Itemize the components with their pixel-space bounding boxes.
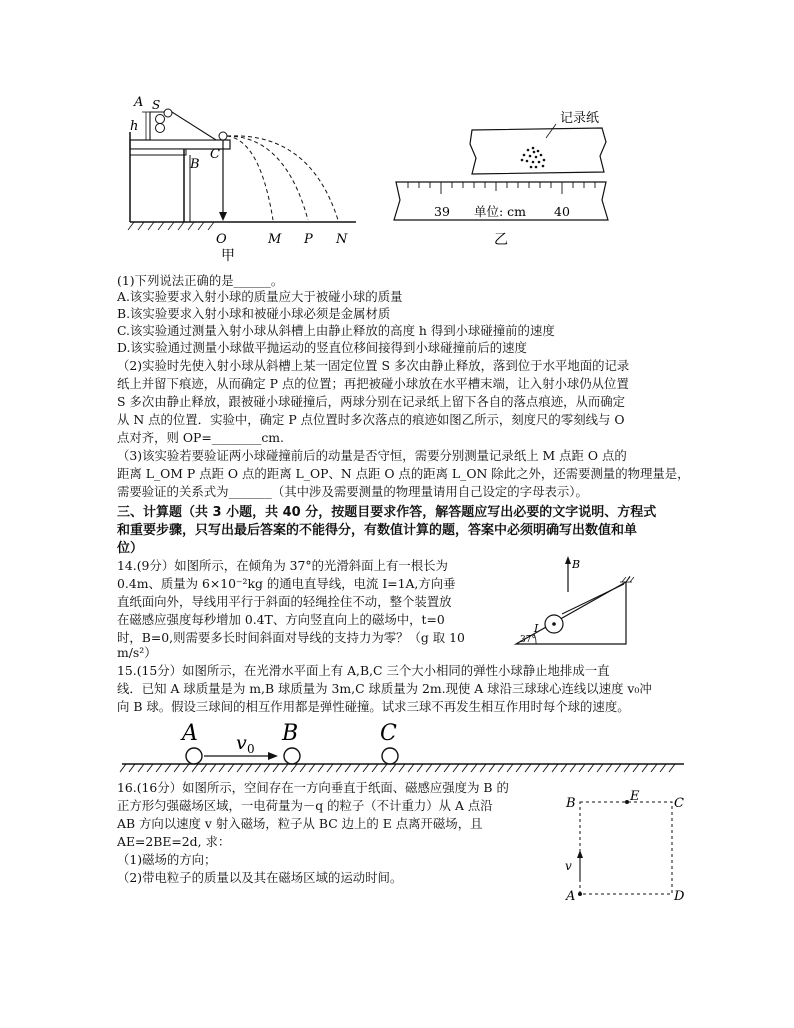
ground-hatch (210, 764, 216, 772)
ground-hatch (228, 764, 234, 772)
q13-part3-line: 需要验证的关系式为_______（其中涉及需要测量的物理量请用自己设定的字母表示）。 (117, 484, 588, 499)
q15-v-label: v (236, 732, 247, 754)
ground-hatch (309, 764, 315, 772)
caption-yi: 乙 (494, 232, 508, 248)
label-N: N (336, 232, 348, 247)
ground-hatch (579, 764, 585, 772)
q13-option-d: D.该实验通过测量小球做平抛运动的竖直位移间接得到小球碰撞前后的速度 (117, 340, 527, 355)
ground-hatch (120, 764, 126, 772)
q15-line: 向 B 球。假设三球间的相互作用都是弹性碰撞。试求三球不再发生相互作用时每个球的速度。 (117, 699, 630, 714)
figure-q14-incline (508, 552, 638, 652)
ground-hatch (318, 764, 324, 772)
ground-hatch (201, 764, 207, 772)
ground-hatch (534, 764, 540, 772)
q16-line: AB 方向以速度 v 射入磁场，粒子从 BC 边上的 E 点离开磁场，且 (117, 816, 483, 831)
ground-hatch (498, 764, 504, 772)
label-A: A (134, 95, 144, 110)
label-M: M (268, 232, 282, 247)
ground-hatch (516, 764, 522, 772)
ground-hatch (561, 764, 567, 772)
q13-part2-line: 纸上并留下痕迹，从而确定 P 点的位置；再把被碰小球放在水平槽末端，让入射小球仍从位置 (117, 376, 629, 391)
caption-jia: 甲 (221, 248, 235, 262)
ground-hatch (219, 764, 225, 772)
ground-hatch (165, 764, 171, 772)
label-h: h (130, 119, 139, 134)
ground-hatch (174, 764, 180, 772)
q13-part2-line: S 多次由静止释放，跟被碰小球碰撞后，两球分别在记录纸上留下各自的落点痕迹，从而确定 (117, 394, 626, 409)
ground-hatch (588, 764, 594, 772)
ground-hatch (417, 764, 423, 772)
ground-hatch (669, 764, 675, 772)
ground-hatch (660, 764, 666, 772)
ground-hatch (363, 764, 369, 772)
ground-hatch (255, 764, 261, 772)
ground-hatch (129, 764, 135, 772)
q14-I-label: I (534, 622, 539, 635)
ground-hatch (282, 764, 288, 772)
label-B: B (190, 157, 200, 172)
section3-heading-line: 位） (117, 541, 144, 556)
q13-part3-line: 距离 L_OM P 点距 O 点的距离 L_OP、N 点距 O 点的距离 L_ON 除此之外，还需要测量的物理量是， (117, 466, 690, 481)
q14-line: 0.4m、质量为 6×10⁻²kg 的通电直导线，电流 I=1A,方向垂 (117, 576, 456, 591)
ground-hatch (597, 764, 603, 772)
q14-line: 14.(9分）如图所示，在倾角为 37°的光滑斜面上有一根长为 (117, 558, 448, 573)
record-paper-label: 记录纸 (560, 111, 600, 126)
q14-line: m/s²） (117, 645, 157, 660)
q14-B-label: B (572, 558, 581, 571)
figure-q16-square (560, 786, 690, 910)
ground-hatch (606, 764, 612, 772)
ground-hatch (642, 764, 648, 772)
ground-hatch (399, 764, 405, 772)
ground-hatch (444, 764, 450, 772)
ground-hatch (480, 764, 486, 772)
q13-option-a: A.该实验要求入射小球的质量应大于被碰小球的质量 (117, 289, 403, 304)
ground-hatch (327, 764, 333, 772)
tick-39: 39 (434, 204, 450, 219)
q15-line: 线．已知 A 球质量是为 m,B 球质量为 3m,C 球质量为 2m.现使 A 球沿三球球心连线以速度 v₀冲 (117, 681, 652, 696)
q14-line: 直纸面向外，导线用平行于斜面的轻绳拴住不动，整个装置放 (117, 594, 452, 609)
q16-E-label: E (630, 789, 640, 804)
label-C: C (210, 147, 220, 162)
tick-40: 40 (554, 204, 570, 219)
ground-hatch (246, 764, 252, 772)
ground-hatch (543, 764, 549, 772)
ground-hatch (291, 764, 297, 772)
q13-part2-line: 点对齐，则 OP=________cm. (117, 430, 284, 445)
ground-hatch (426, 764, 432, 772)
ground-hatch (273, 764, 279, 772)
q16-line: AE=2BE=2d, 求： (117, 834, 231, 849)
ground-hatch (345, 764, 351, 772)
q15-line: 15.(15分）如图所示，在光滑水平面上有 A,B,C 三个大小相同的弹性小球静止地排成一直 (117, 663, 610, 678)
ground-hatch (462, 764, 468, 772)
q13-part1-stem: (1)下列说法正确的是______。 (117, 273, 284, 288)
q13-part2-line: 从 N 点的位置．实验中，确定 P 点位置时多次落点的痕迹如图乙所示，刻度尺的零刻线与 O (117, 412, 625, 427)
section3-heading-line: 和重要步骤，只写出最后答案的不能得分，有数值计算的题，答案中必须明确写出数值和单 (117, 523, 638, 538)
ground-hatch (615, 764, 621, 772)
ground-hatch (156, 764, 162, 772)
ground-hatch (525, 764, 531, 772)
label-S: S (152, 98, 161, 112)
label-P: P (304, 232, 313, 247)
q16-line: （2)带电粒子的质量以及其在磁场区域的运动时间。 (117, 870, 403, 885)
ground-hatch (507, 764, 513, 772)
q14-line: 时，B=0,则需要多长时间斜面对导线的支持力为零？（g 取 10 (117, 630, 465, 645)
ground-hatch (633, 764, 639, 772)
q14-angle-label: 37° (520, 635, 536, 645)
q13-option-b: B.该实验要求入射小球和被碰小球必须是金属材质 (117, 306, 391, 321)
figure-q15-balls (118, 716, 688, 778)
ground-hatch (183, 764, 189, 772)
q13-option-c: C.该实验通过测量入射小球从斜槽上由静止释放的高度 h 得到小球碰撞前的速度 (117, 323, 555, 338)
q16-C-label: C (674, 796, 684, 811)
ground-hatch (300, 764, 306, 772)
ground-hatch (192, 764, 198, 772)
q16-line: 16.(16分）如图所示，空间存在一方向垂直于纸面、磁感应强度为 B 的 (117, 780, 509, 795)
ground-hatch (651, 764, 657, 772)
q13-part2-line: （2)实验时先使入射小球从斜槽上某一固定位置 S 多次由静止释放，落到位于水平地面的记录 (117, 358, 630, 373)
ground-hatch (435, 764, 441, 772)
ground-hatch (264, 764, 270, 772)
q16-line: 正方形匀强磁场区域，一电荷量为－q 的粒子（不计重力）从 A 点沿 (117, 798, 493, 813)
ground-hatch (147, 764, 153, 772)
ground-hatch (390, 764, 396, 772)
ground-hatch (237, 764, 243, 772)
q15-B-label: B (282, 721, 299, 746)
q16-D-label: D (674, 889, 685, 904)
figure-yi (388, 100, 614, 250)
q13-part3-line: （3)该实验若要验证两小球碰撞前后的动量是否守恒，需要分别测量记录纸上 M 点距 O 点的 (117, 448, 627, 463)
label-O: O (216, 232, 227, 247)
ground-hatch (552, 764, 558, 772)
section3-heading-line: 三、计算题（共 3 小题，共 40 分，按题目要求作答，解答题应写出必要的文字说明、方程式 (117, 505, 657, 520)
q16-B-label: B (566, 796, 576, 811)
ruler-unit: 单位: cm (474, 204, 527, 219)
ground-hatch (138, 764, 144, 772)
q16-line: （1)磁场的方向； (117, 852, 217, 867)
ground-hatch (381, 764, 387, 772)
ground-hatch (354, 764, 360, 772)
ground-hatch (624, 764, 630, 772)
ground-hatch (408, 764, 414, 772)
figure-jia (120, 92, 360, 262)
ground-hatch (453, 764, 459, 772)
ground-hatch (489, 764, 495, 772)
ground-hatch (372, 764, 378, 772)
q15-v-subscript: 0 (247, 742, 255, 756)
q16-v-label: v (565, 859, 572, 873)
q14-line: 在磁感应强度每秒增加 0.4T、方向竖直向上的磁场中，t=0 (117, 612, 445, 627)
q15-A-label: A (182, 721, 198, 746)
ground-hatch (570, 764, 576, 772)
q16-A-label: A (566, 889, 576, 904)
ground-hatch (471, 764, 477, 772)
q15-C-label: C (380, 721, 397, 746)
ground-hatch (336, 764, 342, 772)
